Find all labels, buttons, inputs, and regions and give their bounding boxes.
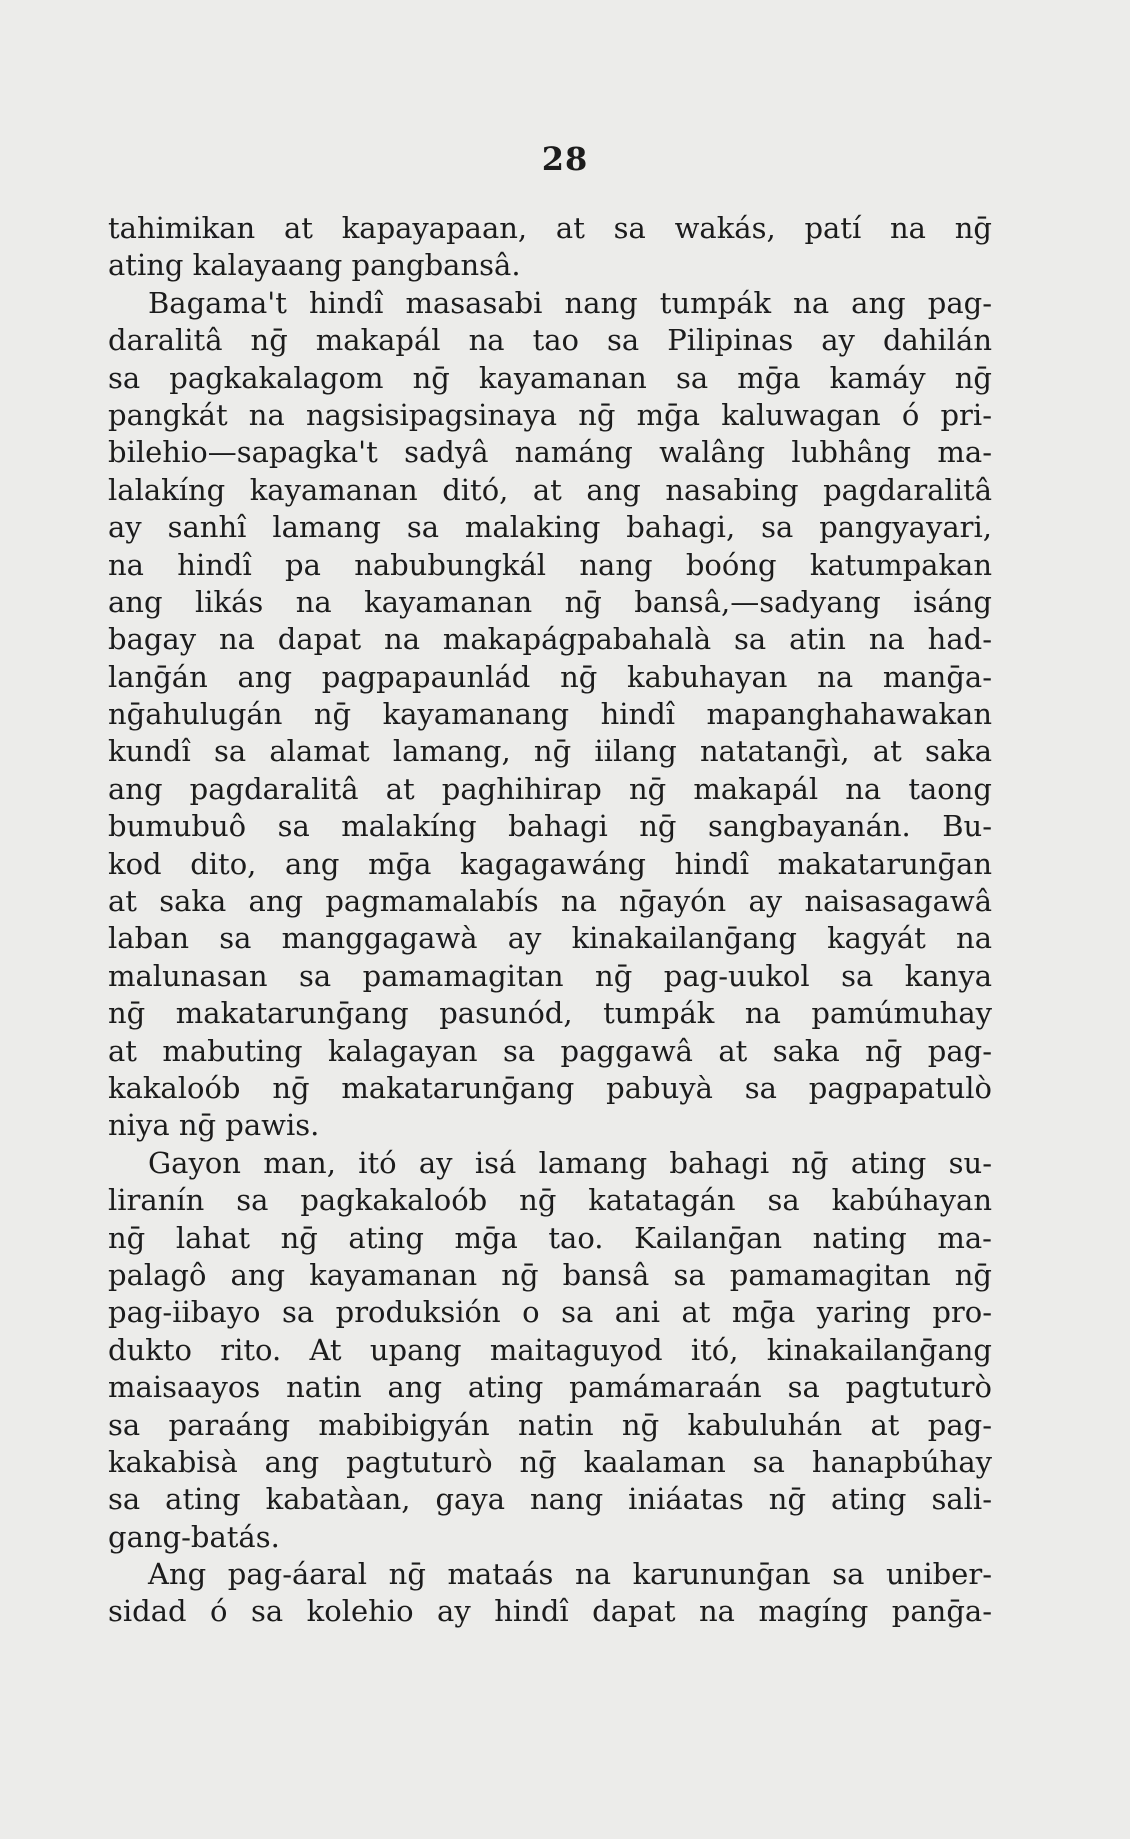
text-line: tahimikan at kapayapaan, at sa wakás, patí na nḡ [108, 211, 992, 245]
text-line: gang-batás. [108, 1519, 280, 1554]
text-line: Ang pag-áaral nḡ mataás na karununḡan sa uniber- [148, 1557, 992, 1592]
text-line: niya nḡ pawis. [108, 1108, 320, 1143]
text-line: nḡahulugán nḡ kayamanang hindî mapanghahawakan [108, 697, 992, 732]
text-line: bumubuô sa malakíng bahagi nḡ sangbayanán. Bu- [108, 809, 992, 844]
page-number: 28 [541, 140, 589, 178]
text-line: at mabuting kalagayan sa paggawâ at saka nḡ pag- [108, 1033, 992, 1068]
text-line: sa ating kabatàan, gaya nang iniáatas nḡ ating sali- [108, 1482, 992, 1517]
text-line: maisaayos natin ang ating pamámaraán sa pagtuturò [108, 1370, 992, 1405]
text-line: sa paraáng mabibigyán natin nḡ kabuluhán at pag- [108, 1407, 992, 1442]
text-line: malunasan sa pamamagitan nḡ pag-uukol sa kanya [108, 958, 992, 993]
text-line: lanḡán ang pagpapaunlád nḡ kabuhayan na manḡa- [108, 659, 992, 694]
text-line: liranín sa pagkakaloób nḡ katatagán sa kabúhayan [108, 1183, 992, 1218]
text-line: sidad ó sa kolehio ay hindî dapat na magíng panḡa- [108, 1594, 992, 1629]
text-line: ang pagdaralitâ at paghihirap nḡ makapál na taong [108, 771, 992, 806]
text-line: pag-iibayo sa produksión o sa ani at mḡa yaring pro- [108, 1295, 992, 1330]
body-text [108, 210, 992, 1631]
text-line: sa pagkakalagom nḡ kayamanan sa mḡa kamáy nḡ [108, 360, 992, 395]
text-line: at saka ang pagmamalabís na nḡayón ay naisasagawâ [108, 884, 992, 919]
text-line: na hindî pa nabubungkál nang boóng katumpakan [108, 547, 992, 582]
text-line: pangkát na nagsisipagsinaya nḡ mḡa kaluwagan ó pri- [108, 397, 992, 432]
text-line: nḡ lahat nḡ ating mḡa tao. Kailanḡan nating ma- [108, 1220, 992, 1255]
text-line: bilehio—sapagka't sadyâ namáng walâng lubhâng ma- [108, 435, 992, 470]
text-line: nḡ makatarunḡang pasunód, tumpák na pamúmuhay [108, 996, 992, 1031]
text-line: palagô ang kayamanan nḡ bansâ sa pamamagitan nḡ [108, 1257, 992, 1292]
text-line: ay sanhî lamang sa malaking bahagi, sa pangyayari, [108, 510, 992, 545]
text-line: kakaloób nḡ makatarunḡang pabuyà sa pagpapatulò [108, 1070, 992, 1105]
text-line: ating kalayaang pangbansâ. [108, 248, 521, 283]
text-line: daralitâ nḡ makapál na tao sa Pilipinas ay dahilán [108, 323, 992, 358]
text-line: Gayon man, itó ay isá lamang bahagi nḡ ating su- [148, 1145, 992, 1180]
text-line: dukto rito. At upang maitaguyod itó, kinakailanḡang [108, 1332, 992, 1367]
text-line: kundî sa alamat lamang, nḡ iilang natatanḡì, at saka [108, 734, 992, 769]
text-line: Bagama't hindî masasabi nang tumpák na ang pag- [148, 285, 992, 320]
text-line: lalakíng kayamanan ditó, at ang nasabing pagdaralitâ [108, 472, 992, 507]
text-line: kod dito, ang mḡa kagagawáng hindî makatarunḡan [108, 846, 992, 881]
text-line: ang likás na kayamanan nḡ bansâ,—sadyang isáng [108, 584, 992, 619]
text-line: laban sa manggagawà ay kinakailanḡang kagyát na [108, 921, 992, 956]
text-line: bagay na dapat na makapágpabahalà sa atin na had- [108, 622, 992, 657]
text-line: kakabisà ang pagtuturò nḡ kaalaman sa hanapbúhay [108, 1444, 992, 1479]
